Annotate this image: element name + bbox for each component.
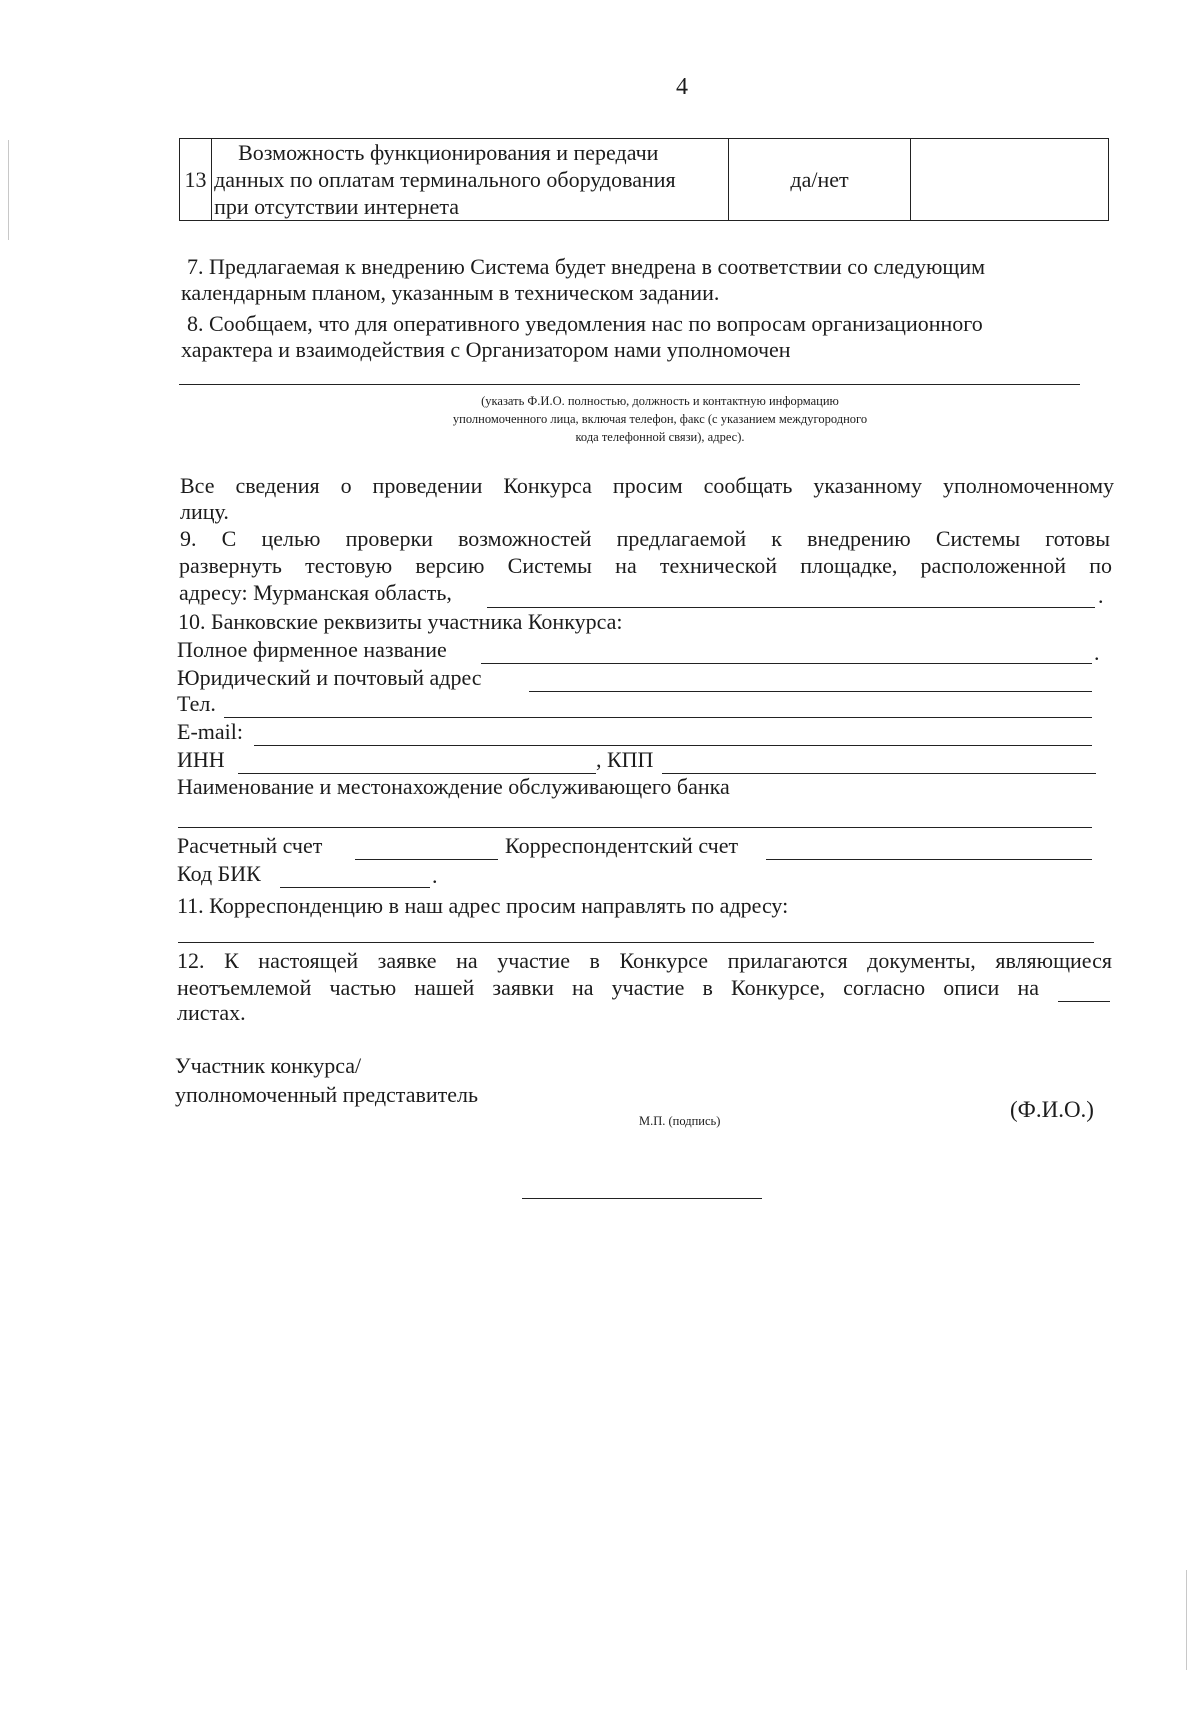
row-answer: да/нет: [728, 139, 911, 221]
correspondence-address-field[interactable]: [178, 942, 1094, 943]
paragraph-12-line-2: неотъемлемой частью нашей заявки на участие в Конкурсе, согласно описи на: [177, 975, 1039, 1000]
closing-separator: [522, 1198, 762, 1199]
page-number: 4: [676, 74, 688, 100]
paragraph-8-line-1: 8. Сообщаем, что для оперативного уведомления нас по вопросам организационного: [187, 311, 983, 336]
test-site-address-field[interactable]: [487, 607, 1095, 608]
email-label: E-mail:: [177, 719, 243, 744]
table-row: [180, 139, 1109, 221]
paragraph-12-line-1: 12. К настоящей заявке на участие в Конкурсе прилагаются документы, являющиеся: [177, 948, 1112, 973]
paragraph-12-line-3: листах.: [177, 1000, 246, 1025]
bank-label: Наименование и местонахождение обслуживающего банка: [177, 774, 730, 799]
kpp-label: , КПП: [596, 747, 654, 772]
settlement-account-label: Расчетный счет: [177, 833, 323, 858]
scan-edge-mark: [8, 140, 9, 240]
inn-label: ИНН: [177, 747, 225, 772]
authorized-person-field[interactable]: [179, 384, 1080, 385]
full-name-label: Полное фирменное название: [177, 637, 447, 662]
period-mark: .: [1094, 640, 1100, 665]
paragraph-10-heading: 10. Банковские реквизиты участника Конкурса:: [178, 609, 623, 634]
scan-edge-mark: [1186, 1570, 1187, 1670]
legal-address-field[interactable]: [529, 691, 1092, 692]
paragraph-8-line-2: характера и взаимодействия с Организатором нами уполномочен: [181, 337, 791, 362]
period-mark: .: [432, 863, 438, 888]
phone-field[interactable]: [224, 717, 1092, 718]
legal-address-label: Юридический и почтовый адрес: [177, 665, 482, 690]
sheet-count-field[interactable]: [1058, 1001, 1110, 1002]
corr-account-field[interactable]: [766, 859, 1092, 860]
signature-role-line-1: Участник конкурса/: [175, 1053, 362, 1078]
paragraph-7-line-1: 7. Предлагаемая к внедрению Система будет внедрена в соответствии со следующим: [187, 254, 986, 279]
bank-field[interactable]: [178, 827, 1092, 828]
bik-field[interactable]: [280, 887, 430, 888]
paragraph-9-line-3: адресу: Мурманская область,: [179, 580, 452, 605]
paragraph-9-line-2: развернуть тестовую версию Системы на технической площадке, расположенной по: [179, 553, 1112, 578]
email-field[interactable]: [254, 745, 1092, 746]
row-value-cell[interactable]: [911, 139, 1109, 221]
row-number: 13: [180, 139, 212, 221]
all-info-line-2: лицу.: [180, 499, 229, 524]
full-name-field[interactable]: [481, 663, 1092, 664]
bik-label: Код БИК: [177, 861, 261, 886]
settlement-account-field[interactable]: [355, 859, 498, 860]
paragraph-11: 11. Корреспонденцию в наш адрес просим направлять по адресу:: [177, 893, 789, 918]
paragraph-9-line-1: 9. С целью проверки возможностей предлагаемой к внедрению Системы готовы: [180, 526, 1110, 551]
row-description: Возможность функционирования и передачи данных по оплатам терминального оборудования при отсутствии интернета: [212, 139, 729, 221]
fio-label: (Ф.И.О.): [1010, 1097, 1094, 1122]
paragraph-7-line-2: календарным планом, указанным в техническом задании.: [181, 280, 720, 305]
corr-account-label: Корреспондентский счет: [505, 833, 739, 858]
phone-label: Тел.: [177, 691, 216, 716]
seal-signature-note: М.П. (подпись): [639, 1114, 721, 1128]
authorized-person-note: (указать Ф.И.О. полностью, должность и контактную информацию уполномоченного лица, включая телефон, факс (с указанием междугородного кода телефонной связи), адрес).: [452, 394, 868, 444]
all-info-line-1: Все сведения о проведении Конкурса просим сообщать указанному уполномоченному: [180, 473, 1114, 498]
requirements-table: [179, 138, 1109, 221]
signature-role-line-2: уполномоченный представитель: [175, 1082, 479, 1107]
period-mark: .: [1098, 583, 1104, 608]
